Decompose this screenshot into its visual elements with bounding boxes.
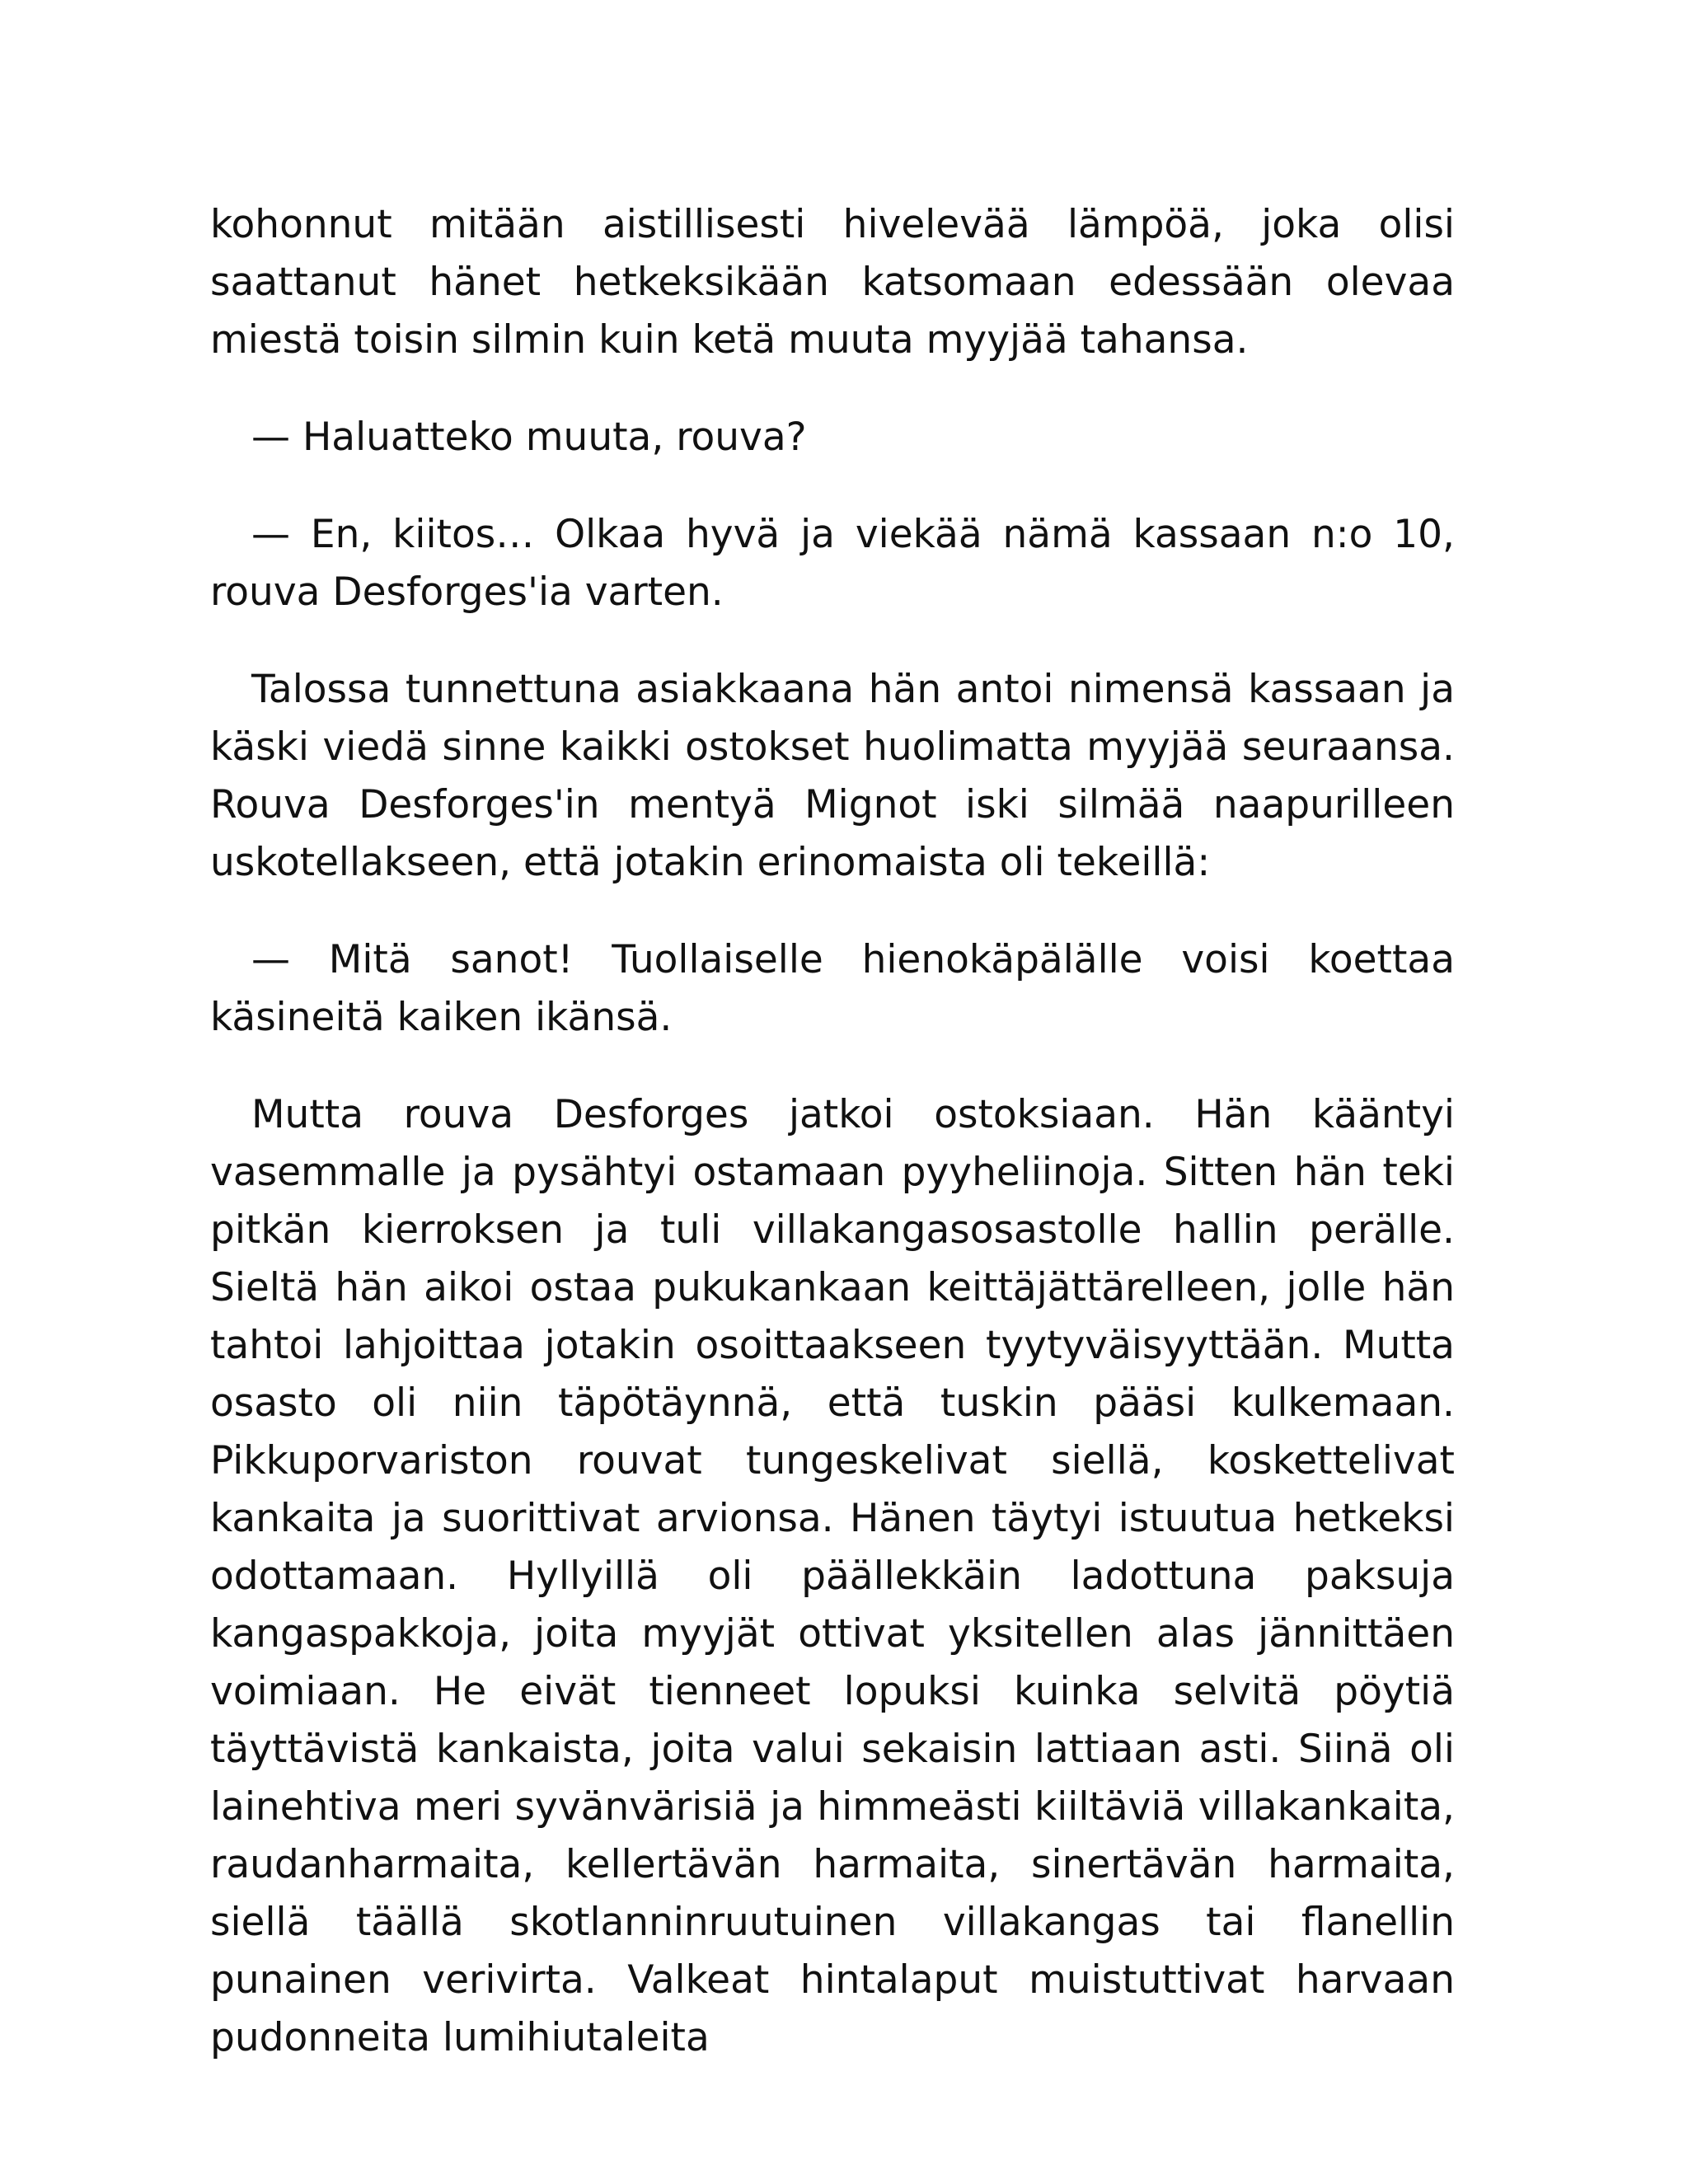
- paragraph-3-dialogue: — En, kiitos… Olkaa hyvä ja viekää nämä kassaan n:o 10, rouva Desforges'ia varten.: [210, 512, 1455, 615]
- paragraph-6: Mutta rouva Desforges jatkoi ostoksiaan. Hän kääntyi vasemmalle ja pysähtyi ostamaan pyyheliinoja. Sitten hän teki pitkän kierroksen ja tuli villakangasosastolle hallin perälle. Sieltä hän aikoi ostaa pukukankaan keittäjättärelleen, jolle hän tahtoi lahjoittaa jotakin osoittaakseen tyytyväisyyttään. Mutta osasto oli niin täpötäynnä, että tuskin pääsi kulkemaan. Pikkuporvariston rouvat tungeskelivat siellä, koskettelivat kankaita ja suorittivat arvionsa. Hänen täytyi istuutua hetkeksi odottamaan. Hyllyillä oli päällekkäin ladottuna paksuja kangaspakkoja, joita myyjät ottivat yksitellen alas jännittäen voimiaan. He eivät tienneet lopuksi kuinka selvitä pöytiä täyttävistä kankaista, joita valui sekaisin lattiaan asti. Siinä oli lainehtiva meri syvänvärisiä ja himmeästi kiiltäviä villakankaita, raudanharmaita, kellertävän harmaita, sinertävän harmaita, siellä täällä skotlanninruutuinen villakangas tai flanellin punainen verivirta. Valkeat hintalaput muistuttivat harvaan pudonneita lumihiutaleita: [210, 1092, 1455, 2060]
- paragraph-4: Talossa tunnettuna asiakkaana hän antoi nimensä kassaan ja käski viedä sinne kaikki ostokset huolimatta myyjää seuraansa. Rouva Desforges'in mentyä Mignot iski silmää naapurilleen uskotellakseen, että jotakin erinomaista oli tekeillä:: [210, 667, 1455, 885]
- page-body: [210, 196, 1455, 2107]
- paragraph-1: kohonnut mitään aistillisesti hivelevää lämpöä, joka olisi saattanut hänet hetkeksikään katsomaan edessään olevaa miestä toisin silmin kuin ketä muuta myyjää tahansa.: [210, 202, 1455, 363]
- paragraph-2-dialogue: — Haluatteko muuta, rouva?: [251, 415, 807, 460]
- paragraph-5-dialogue: — Mitä sanot! Tuollaiselle hienokäpälälle voisi koettaa käsineitä kaiken ikänsä.: [210, 937, 1455, 1040]
